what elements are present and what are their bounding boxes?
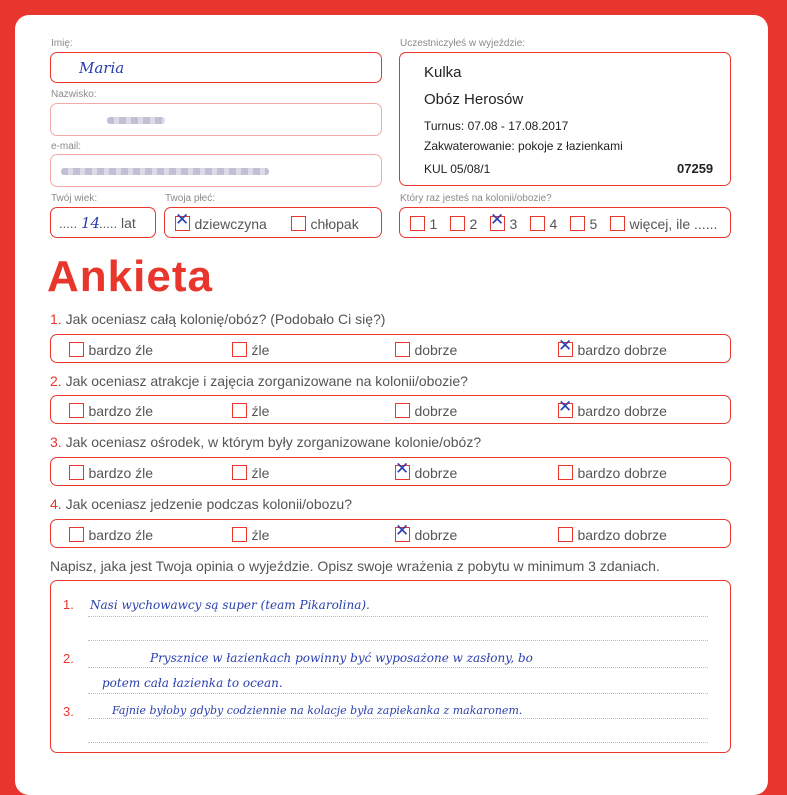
checkmark-icon: ✕: [558, 397, 573, 418]
nazwisko-redacted: [107, 117, 165, 124]
q2-bardzo-dobrze-checkbox[interactable]: [558, 397, 573, 418]
ktory-raz-2-checkbox[interactable]: [450, 216, 465, 231]
q3-bardzo-zle-checkbox[interactable]: [69, 465, 84, 480]
opinion-line-2b: potem cała łazienka to ocean.: [102, 676, 283, 690]
trip-info-card: [399, 52, 731, 186]
opinion-line-number-3: 3.: [63, 704, 74, 719]
question-3: 3. Jak oceniasz ośrodek, w którym były zorganizowane kolonie/obóz?: [50, 434, 482, 450]
trip-turnus: Turnus: 07.08 - 17.08.2017: [424, 119, 569, 133]
plec-option-chlopak[interactable]: chłopak: [291, 215, 359, 233]
trip-zakwaterowanie: Zakwaterowanie: pokoje z łazienkami: [424, 139, 623, 153]
ktory-raz-4-checkbox[interactable]: [530, 216, 545, 231]
q3-option-zle[interactable]: źle: [232, 464, 269, 482]
email-field[interactable]: [50, 154, 382, 187]
q1-option-dobrze[interactable]: dobrze: [395, 341, 457, 359]
q3-option-bardzo-zle[interactable]: bardzo źle: [69, 464, 153, 482]
wiek-unit: lat: [121, 215, 136, 231]
imie-label: Imię:: [51, 38, 73, 49]
trip-number: 07259: [677, 161, 714, 176]
ktory-raz-3-checkbox[interactable]: [490, 210, 505, 231]
trip-camp: Obóz Herosów: [424, 91, 524, 108]
q4-option-bardzo-zle[interactable]: bardzo źle: [69, 526, 153, 544]
trip-company: Kulka: [424, 64, 462, 81]
question-2: 2. Jak oceniasz atrakcje i zajęcia zorganizowane na kolonii/obozie?: [50, 373, 468, 389]
opinion-line-2a: Prysznice w łazienkach powinny być wyposażone w zasłony, bo: [150, 651, 533, 665]
q4-zle-checkbox[interactable]: [232, 527, 247, 542]
imie-field[interactable]: [50, 52, 382, 83]
plec-dziewczyna-checkbox[interactable]: [175, 210, 190, 231]
q4-option-bardzo-dobrze[interactable]: bardzo dobrze: [558, 526, 667, 544]
q4-dobrze-checkbox[interactable]: [395, 521, 410, 542]
email-redacted: [61, 168, 269, 175]
email-label: e-mail:: [51, 141, 82, 152]
answer-row-1: [50, 334, 731, 363]
ktory-raz-option-3[interactable]: ✕ 3: [490, 210, 518, 232]
checkmark-icon: ✕: [175, 210, 190, 231]
q1-bardzo-dobrze-checkbox[interactable]: [558, 336, 573, 357]
plec-label: Twoja płeć:: [165, 193, 216, 204]
opinion-line-number-2: 2.: [63, 651, 74, 666]
q4-bardzo-dobrze-checkbox[interactable]: [558, 527, 573, 542]
q1-option-bardzo-dobrze[interactable]: ✕ bardzo dobrze: [558, 336, 667, 358]
question-4: 4. Jak oceniasz jedzenie podczas kolonii/obozu?: [50, 496, 352, 512]
nazwisko-label: Nazwisko:: [51, 89, 97, 100]
wiek-label: Twój wiek:: [51, 193, 98, 204]
wiek-value: 14: [81, 214, 101, 232]
ktory-raz-1-checkbox[interactable]: [410, 216, 425, 231]
plec-chlopak-checkbox[interactable]: [291, 216, 306, 231]
ktory-raz-label: Który raz jesteś na kolonii/obozie?: [400, 193, 552, 204]
answer-row-2: [50, 395, 731, 424]
q2-bardzo-zle-checkbox[interactable]: [69, 403, 84, 418]
plec-option-dziewczyna[interactable]: ✕ dziewczyna: [175, 210, 267, 232]
q1-option-bardzo-zle[interactable]: bardzo źle: [69, 341, 153, 359]
checkmark-icon: ✕: [558, 336, 573, 357]
opinion-prompt: Napisz, jaka jest Twoja opinia o wyjeździe. Opisz swoje wrażenia z pobytu w minimum 3 zdaniach.: [50, 558, 660, 574]
plec-field: [164, 207, 382, 238]
q2-option-bardzo-dobrze[interactable]: ✕ bardzo dobrze: [558, 397, 667, 419]
answer-row-3: [50, 457, 731, 486]
checkmark-icon: ✕: [395, 521, 410, 542]
checkmark-icon: ✕: [490, 210, 505, 231]
q3-option-bardzo-dobrze[interactable]: bardzo dobrze: [558, 464, 667, 482]
q3-dobrze-checkbox[interactable]: [395, 459, 410, 480]
nazwisko-field[interactable]: [50, 103, 382, 136]
ktory-raz-option-wiecej[interactable]: więcej, ile ......: [610, 215, 717, 233]
ktory-raz-option-4[interactable]: 4: [530, 215, 557, 233]
q2-option-zle[interactable]: źle: [232, 402, 269, 420]
q3-zle-checkbox[interactable]: [232, 465, 247, 480]
wiek-field[interactable]: ..... 14 ..... lat: [50, 207, 156, 238]
q4-bardzo-zle-checkbox[interactable]: [69, 527, 84, 542]
q2-option-bardzo-zle[interactable]: bardzo źle: [69, 402, 153, 420]
q2-zle-checkbox[interactable]: [232, 403, 247, 418]
checkmark-icon: ✕: [395, 459, 410, 480]
q2-dobrze-checkbox[interactable]: [395, 403, 410, 418]
q1-zle-checkbox[interactable]: [232, 342, 247, 357]
imie-value: Maria: [79, 59, 125, 77]
q1-option-zle[interactable]: źle: [232, 341, 269, 359]
answer-row-4: [50, 519, 731, 548]
uczestniczyles-label: Uczestniczyłeś w wyjeździe:: [400, 38, 526, 49]
opinion-line-1: Nasi wychowawcy są super (team Pikarolina).: [90, 598, 370, 612]
q3-option-dobrze[interactable]: ✕ dobrze: [395, 459, 458, 481]
survey-title: Ankieta: [47, 252, 213, 301]
ktory-raz-option-2[interactable]: 2: [450, 215, 477, 233]
opinion-line-number-1: 1.: [63, 597, 74, 612]
ktory-raz-option-1[interactable]: 1: [410, 215, 437, 233]
q4-option-zle[interactable]: źle: [232, 526, 269, 544]
q4-option-dobrze[interactable]: ✕ dobrze: [395, 521, 458, 543]
ktory-raz-wiecej-checkbox[interactable]: [610, 216, 625, 231]
q1-dobrze-checkbox[interactable]: [395, 342, 410, 357]
ktory-raz-option-5[interactable]: 5: [570, 215, 597, 233]
q2-option-dobrze[interactable]: dobrze: [395, 402, 457, 420]
trip-code: KUL 05/08/1: [424, 162, 491, 176]
ktory-raz-5-checkbox[interactable]: [570, 216, 585, 231]
ktory-raz-field: [399, 207, 731, 238]
question-1: 1. Jak oceniasz całą kolonię/obóz? (Podobało Ci się?): [50, 311, 386, 327]
opinion-line-3: Fajnie byłoby gdyby codziennie na kolacje była zapiekanka z makaronem.: [112, 704, 523, 717]
q3-bardzo-dobrze-checkbox[interactable]: [558, 465, 573, 480]
q1-bardzo-zle-checkbox[interactable]: [69, 342, 84, 357]
